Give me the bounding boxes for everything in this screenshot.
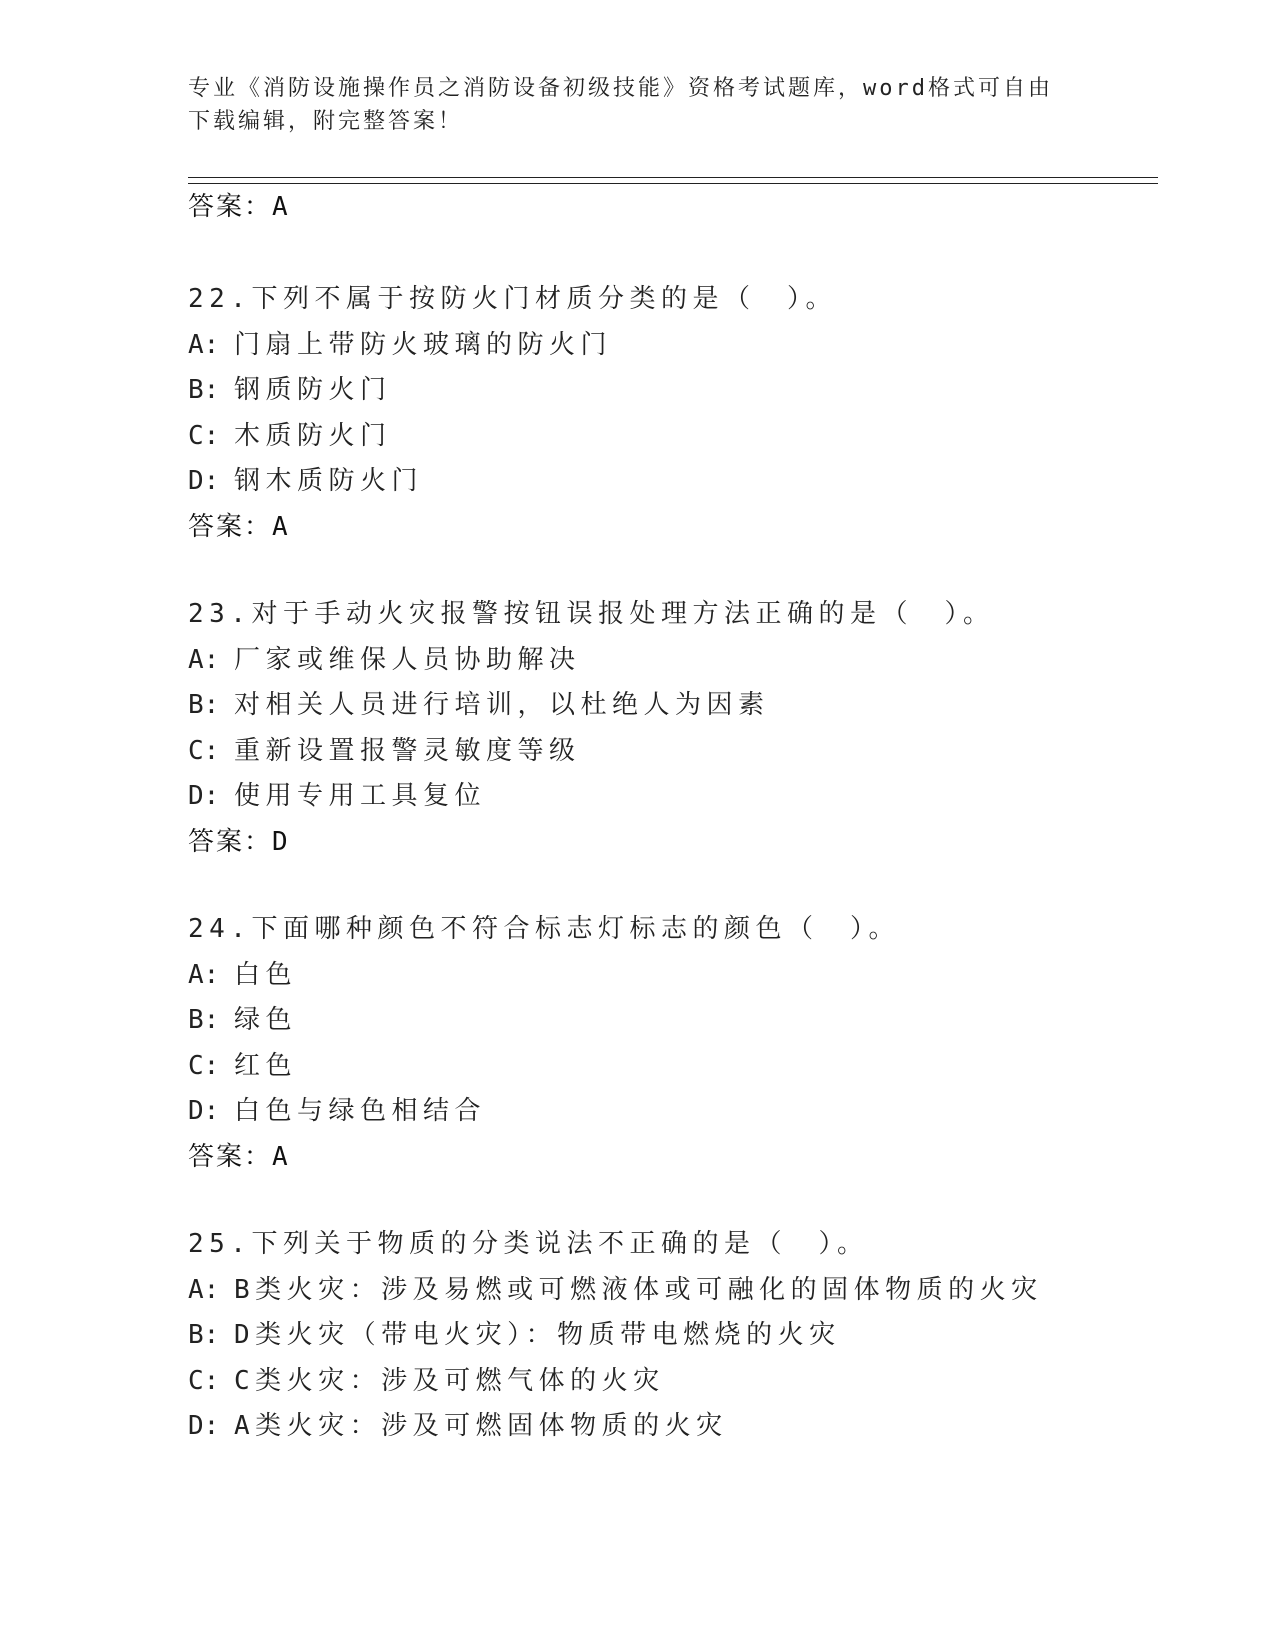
- answer-line: 答案：A: [188, 511, 290, 542]
- header-divider: [188, 177, 1158, 184]
- option-text: 厂家或维保人员协助解决: [234, 644, 581, 675]
- answer-line: 答案：A: [188, 1141, 290, 1172]
- option-key: A:: [188, 644, 220, 675]
- option-key: D:: [188, 1411, 220, 1441]
- option-key: B:: [188, 1005, 220, 1035]
- question-stem: 25.下列关于物质的分类说法不正确的是（ ）。: [188, 1229, 869, 1259]
- option-key: A:: [188, 959, 220, 990]
- option-key: D:: [188, 781, 220, 811]
- option-key: D:: [188, 466, 220, 496]
- option-d: [188, 1404, 1168, 1450]
- option-text: 对相关人员进行培训，以杜绝人为因素: [234, 690, 770, 720]
- option-b: [188, 683, 1168, 729]
- option-text: 白色与绿色相结合: [234, 1096, 487, 1126]
- option-d: [188, 1089, 1168, 1135]
- question-stem: 23.对于手动火灾报警按钮误报处理方法正确的是（ ）。: [188, 599, 995, 629]
- option-d: [188, 459, 1168, 505]
- option-text: 使用专用工具复位: [234, 781, 487, 811]
- option-key: C:: [188, 735, 220, 766]
- option-key: A:: [188, 329, 220, 360]
- option-key: C:: [188, 1365, 220, 1396]
- option-key: C:: [188, 1050, 220, 1081]
- option-d: [188, 774, 1168, 820]
- option-text: 钢质防火门: [234, 375, 392, 405]
- document-header: 专业《消防设施操作员之消防设备初级技能》资格考试题库，word格式可自由下载编辑，附完整答案！: [188, 76, 1053, 134]
- option-key: C:: [188, 420, 220, 451]
- option-key: D:: [188, 1096, 220, 1126]
- option-b: [188, 1313, 1168, 1359]
- option-a: [188, 323, 1168, 369]
- option-text: A类火灾：涉及可燃固体物质的火灾: [234, 1411, 728, 1441]
- option-text: 钢木质防火门: [234, 466, 424, 496]
- question-24: [188, 907, 1168, 1180]
- answer-line: 答案：D: [188, 826, 290, 857]
- option-b: [188, 998, 1168, 1044]
- question-23: [188, 592, 1168, 865]
- option-text: B类火灾：涉及易燃或可燃液体或可融化的固体物质的火灾: [234, 1274, 1043, 1305]
- question-25: [188, 1222, 1168, 1450]
- question-22: [188, 277, 1168, 550]
- option-text: 重新设置报警灵敏度等级: [234, 735, 581, 766]
- option-c: [188, 414, 1168, 460]
- option-key: B:: [188, 1320, 220, 1350]
- option-text: D类火灾（带电火灾）：物质带电燃烧的火灾: [234, 1320, 841, 1350]
- option-text: 绿色: [234, 1005, 298, 1035]
- option-text: 门扇上带防火玻璃的防火门: [234, 329, 613, 360]
- option-c: [188, 729, 1168, 775]
- option-text: 木质防火门: [234, 420, 392, 451]
- previous-answer: 答案：A: [188, 192, 290, 222]
- option-b: [188, 368, 1168, 414]
- option-c: [188, 1044, 1168, 1090]
- option-key: A:: [188, 1274, 220, 1305]
- option-a: [188, 953, 1168, 999]
- question-stem: 24.下面哪种颜色不符合标志灯标志的颜色（ ）。: [188, 914, 900, 944]
- option-text: 白色: [234, 959, 298, 990]
- option-text: C类火灾：涉及可燃气体的火灾: [234, 1365, 665, 1396]
- question-stem: 22.下列不属于按防火门材质分类的是（ ）。: [188, 284, 837, 314]
- option-key: B:: [188, 375, 220, 405]
- option-c: [188, 1359, 1168, 1405]
- option-a: [188, 638, 1168, 684]
- option-key: B:: [188, 690, 220, 720]
- option-text: 红色: [234, 1050, 298, 1081]
- option-a: [188, 1268, 1168, 1314]
